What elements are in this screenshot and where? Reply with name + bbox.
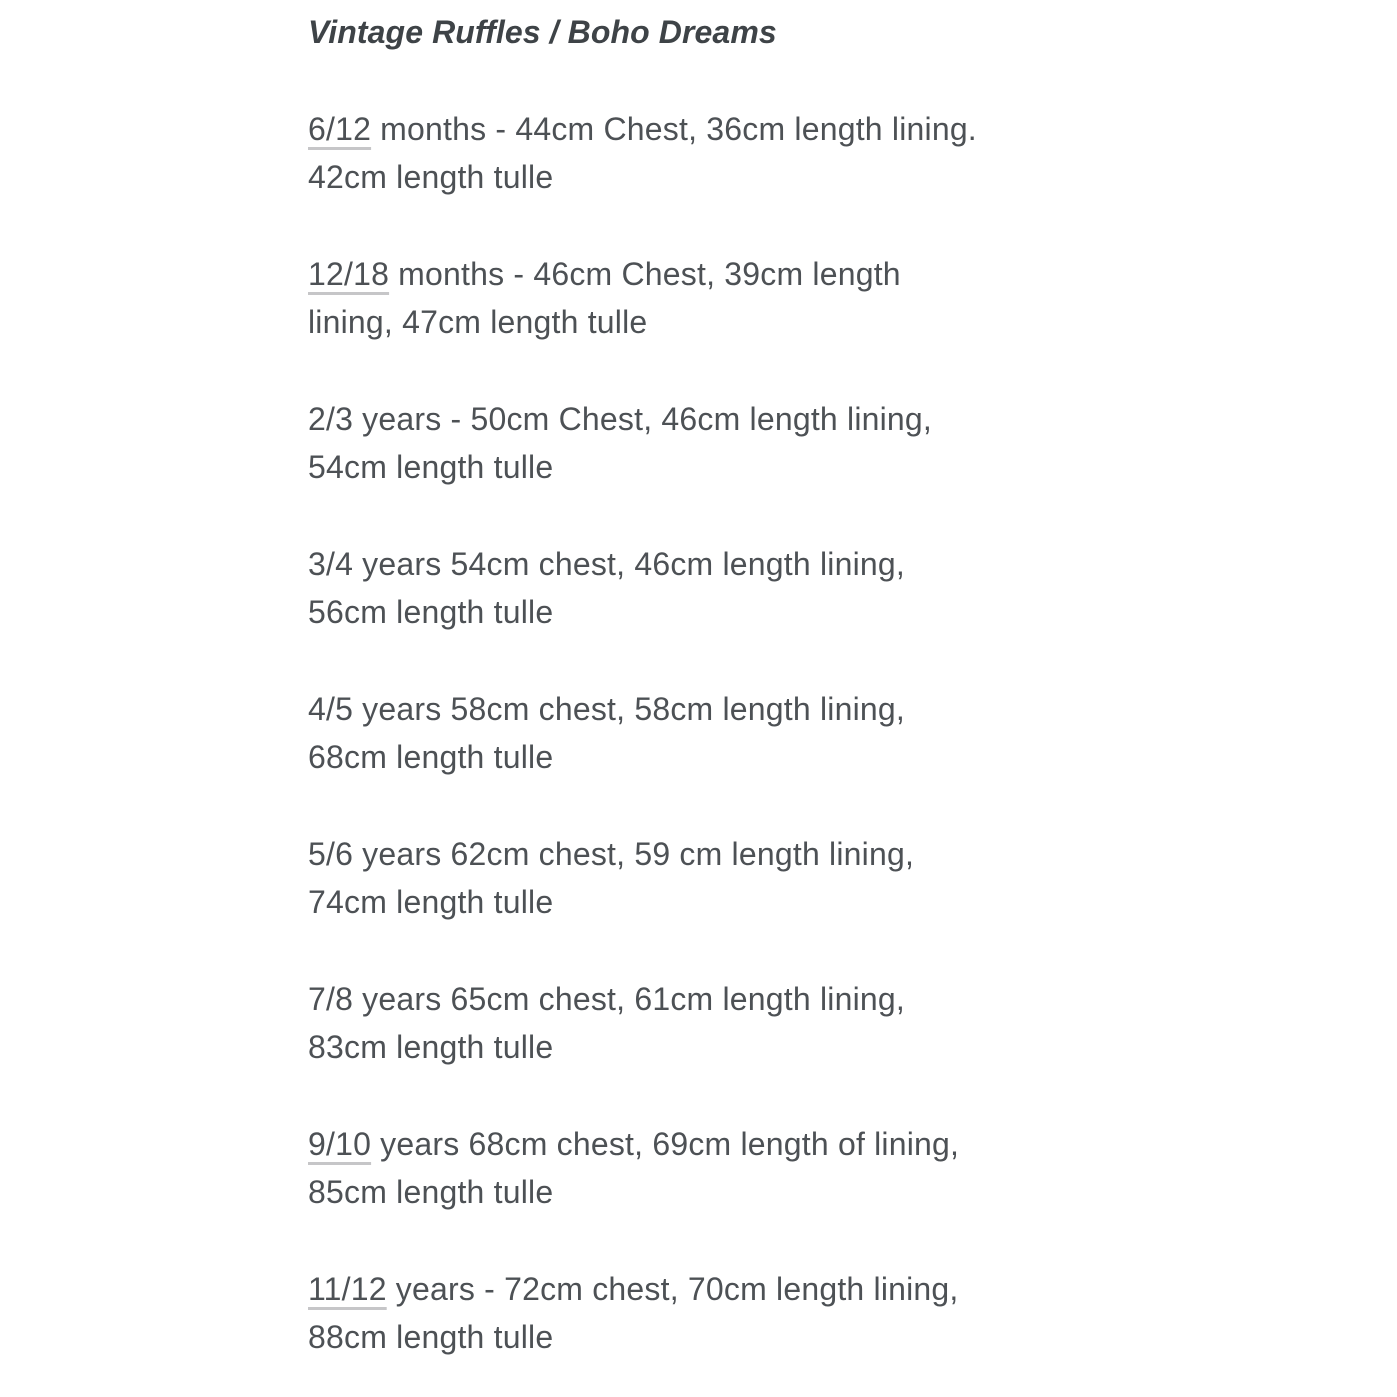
size-label[interactable]: 9/10 (308, 1125, 372, 1162)
size-line1-rest: months - 46cm Chest, 39cm length (389, 255, 901, 292)
size-line1 (308, 975, 1397, 1024)
size-entry (308, 685, 1397, 782)
size-line1 (308, 250, 1397, 299)
size-label: 5/6 (308, 835, 354, 872)
size-line2: lining, 47cm length tulle (308, 304, 648, 340)
size-label[interactable]: 11/12 (308, 1270, 387, 1307)
size-entry (308, 395, 1397, 492)
size-label: 4/5 (308, 690, 354, 727)
size-entry (308, 975, 1397, 1072)
size-entry (308, 1120, 1397, 1217)
size-entry (308, 105, 1397, 202)
size-line1 (308, 685, 1397, 734)
size-line2: 42cm length tulle (308, 159, 554, 195)
size-line1 (308, 1120, 1397, 1169)
page-title: Vintage Ruffles / Boho Dreams (308, 14, 777, 50)
size-line1 (308, 395, 1397, 444)
size-line2: 88cm length tulle (308, 1319, 554, 1355)
size-entry (308, 1265, 1397, 1362)
size-line1 (308, 830, 1397, 879)
size-line1-rest: years 65cm chest, 61cm length lining, (353, 980, 905, 1017)
size-line1 (308, 105, 1397, 154)
size-line1-rest: months - 44cm Chest, 36cm length lining. (371, 110, 977, 147)
size-line1 (308, 540, 1397, 589)
size-entry (308, 830, 1397, 927)
size-line1 (308, 1265, 1397, 1314)
size-label: 2/3 (308, 400, 354, 437)
size-line1-rest: years - 72cm chest, 70cm length lining, (386, 1270, 959, 1307)
size-line1-rest: years 62cm chest, 59 cm length lining, (353, 835, 915, 872)
size-line2: 74cm length tulle (308, 884, 554, 920)
size-line1-rest: years 58cm chest, 58cm length lining, (353, 690, 905, 727)
size-line1-rest: years - 50cm Chest, 46cm length lining, (353, 400, 933, 437)
size-line2: 54cm length tulle (308, 449, 554, 485)
size-line2: 85cm length tulle (308, 1174, 554, 1210)
size-label[interactable]: 12/18 (308, 255, 390, 292)
size-line2: 56cm length tulle (308, 594, 554, 630)
size-line2: 83cm length tulle (308, 1029, 554, 1065)
size-line2: 68cm length tulle (308, 739, 554, 775)
size-entry (308, 250, 1397, 347)
size-line1-rest: years 68cm chest, 69cm length of lining, (371, 1125, 960, 1162)
size-label[interactable]: 6/12 (308, 110, 372, 147)
size-list (308, 105, 1397, 1362)
size-label: 3/4 (308, 545, 354, 582)
size-line1-rest: years 54cm chest, 46cm length lining, (353, 545, 905, 582)
size-label: 7/8 (308, 980, 354, 1017)
size-entry (308, 540, 1397, 637)
